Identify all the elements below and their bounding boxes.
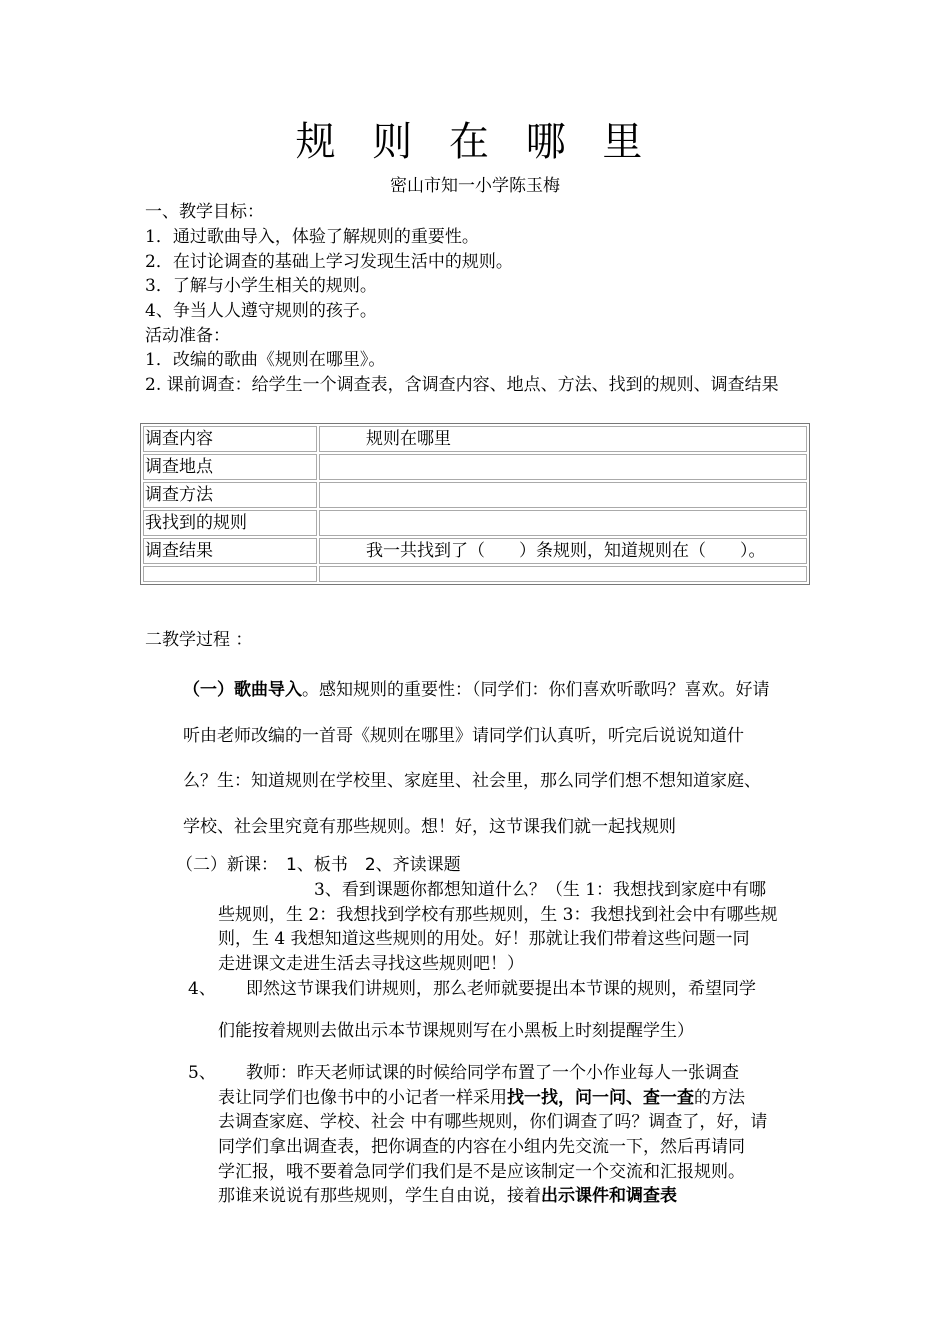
table-row (143, 454, 807, 480)
table-cell-value: 我一共找到了（ ）条规则，知道规则在（ ）。 (319, 538, 807, 564)
table-row (143, 426, 807, 452)
item5-line: 同学们拿出调查表，把你调查的内容在小组内先交流一下，然后再请同 (218, 1137, 745, 1157)
item5-text: 的方法 (694, 1088, 745, 1108)
preparation-item: 2. 课前调查：给学生一个调查表，含调查内容、地点、方法、找到的规则、调查结果 (145, 375, 779, 395)
item4-line: 们能按着规则去做出示本节课规则写在小黑板上时刻提醒学生） (218, 1021, 694, 1041)
table-cell-label: 我找到的规则 (143, 510, 317, 536)
item5-text: 那谁来说说有那些规则，学生自由说，接着 (218, 1186, 541, 1206)
process-heading: 二教学过程 ： (145, 630, 253, 650)
item5-bold: 找一找，问一问、查一查 (507, 1088, 694, 1108)
item4-line: 即然这节课我们讲规则，那么老师就要提出本节课的规则，希望同学 (246, 979, 756, 999)
table-row (143, 482, 807, 508)
item3-line: 3、看到课题你都想知道什么？（生 1：我想找到家庭中有哪 (314, 880, 767, 900)
page-title: 规 则 在 哪 里 (295, 119, 655, 165)
table-cell-value (319, 510, 807, 536)
part2-line1 (176, 853, 461, 877)
part1-text: 。感知规则的重要性：（同学们：你们喜欢听歌吗？喜欢。好请 (302, 680, 770, 700)
item5-line: 教师：昨天老师试课的时候给同学布置了一个小作业每人一张调查 (246, 1063, 739, 1083)
objective-item: 1．通过歌曲导入，体验了解规则的重要性。 (145, 227, 479, 247)
preparation-heading: 活动准备： (145, 326, 230, 346)
author-line: 密山市知一小学陈玉梅 (390, 176, 560, 196)
table-cell-label: 调查方法 (143, 482, 317, 508)
item5-text: 表让同学们也像书中的小记者一样采用 (218, 1088, 507, 1108)
item5-line (218, 1184, 677, 1208)
table-row (143, 538, 807, 564)
preparation-item: 1．改编的歌曲《规则在哪里》。 (145, 350, 386, 370)
part2-items: 1、板书 2、齐读课题 (286, 855, 461, 875)
objective-item: 3．了解与小学生相关的规则。 (145, 276, 377, 296)
item3-line: 则，生 4 我想知道这些规则的用处。好！那就让我们带着这些问题一同 (218, 929, 750, 949)
table-cell-value (319, 566, 807, 582)
item5-number: 5、 (188, 1063, 216, 1083)
part1-lead: （一）歌曲导入 (183, 680, 302, 700)
part2-prefix: （二）新课： (176, 855, 278, 875)
table-cell-value (319, 454, 807, 480)
part1-line: 么？生：知道规则在学校里、家庭里、社会里，那么同学们想不想知道家庭、 (183, 771, 761, 791)
table-cell-value (319, 482, 807, 508)
item5-bold: 出示课件和调查表 (541, 1186, 677, 1206)
table-cell-label: 调查内容 (143, 426, 317, 452)
objectives-heading: 一、教学目标： (145, 202, 264, 222)
item5-line (218, 1086, 745, 1110)
objective-item: 4、争当人人遵守规则的孩子。 (145, 301, 377, 321)
part1-line: 听由老师改编的一首哥《规则在哪里》请同学们认真听，听完后说说知道什 (183, 726, 744, 746)
item3-line: 走进课文走进生活去寻找这些规则吧！） (218, 954, 524, 974)
item5-line: 学汇报，哦不要着急同学们我们是不是应该制定一个交流和汇报规则。 (218, 1162, 745, 1182)
item4-number: 4、 (188, 979, 216, 999)
objective-item: 2．在讨论调查的基础上学习发现生活中的规则。 (145, 252, 513, 272)
table-cell-label (143, 566, 317, 582)
item3-line: 些规则，生 2：我想找到学校有那些规则，生 3：我想找到社会中有哪些规 (218, 905, 778, 925)
table-row (143, 566, 807, 582)
part1-line: 学校、社会里究竟有那些规则。想！好，这节课我们就一起找规则 (183, 817, 676, 837)
survey-table (140, 423, 810, 585)
table-cell-value: 规则在哪里 (319, 426, 807, 452)
table-cell-label: 调查结果 (143, 538, 317, 564)
table-row (143, 510, 807, 536)
table-cell-label: 调查地点 (143, 454, 317, 480)
item5-line: 去调查家庭、学校、社会 中有哪些规则，你们调查了吗？调查了，好，请 (218, 1112, 768, 1132)
part1-line (183, 678, 823, 702)
